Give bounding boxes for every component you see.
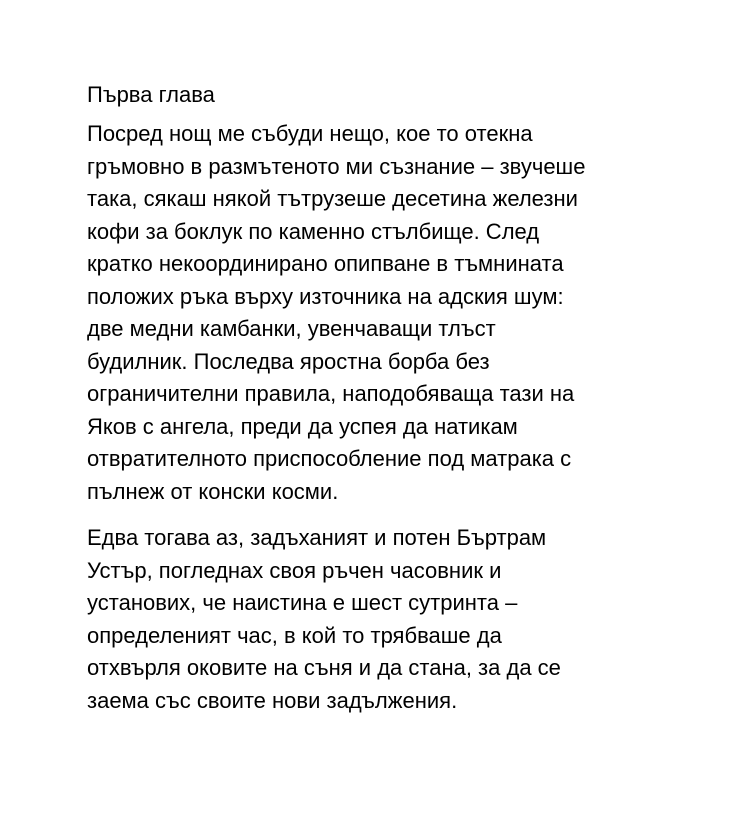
text-line: кратко некоординирано опипване в тъмнината — [87, 251, 564, 276]
text-line: будилник. Последва яростна борба без — [87, 348, 490, 374]
paragraph-2 — [87, 522, 687, 717]
text-line: Устър, погледнах своя ръчен часовник и — [87, 557, 502, 583]
text-line: заема със своите нови задължения. — [87, 687, 458, 713]
text-line: отвратителното приспособление под матрака с — [87, 446, 572, 471]
text-line: ограничителни правила, наподобяваща тази на — [87, 381, 575, 406]
text-line: отхвърля оковите на съня и да стана, за да се — [87, 655, 561, 680]
paragraph-1 — [87, 118, 687, 508]
text-line: две медни камбанки, увенчаващи тлъст — [87, 316, 496, 341]
text-line: Посред нощ ме събуди нещо, кое то отекна — [87, 121, 533, 146]
chapter-title: Първа глава — [87, 82, 215, 107]
text-line: гръмовно в размътеното ми съзнание – звучеше — [87, 153, 586, 179]
document-page — [87, 80, 687, 731]
text-line: положих ръка върху източника на адския шум: — [87, 283, 564, 309]
text-line: Едва тогава аз, задъханият и потен Бъртрам — [87, 525, 547, 550]
text-line: пълнеж от конски косми. — [87, 478, 339, 504]
text-line: Яков с ангела, преди да успея да натикам — [87, 413, 518, 439]
text-line: кофи за боклук по каменно стълбище. След — [87, 218, 540, 244]
text-line: установих, че наистина е шест сутринта – — [87, 590, 518, 615]
text-line: така, сякаш някой тътрузеше десетина железни — [87, 186, 578, 211]
text-line: определеният час, в кой то трябваше да — [87, 622, 502, 648]
